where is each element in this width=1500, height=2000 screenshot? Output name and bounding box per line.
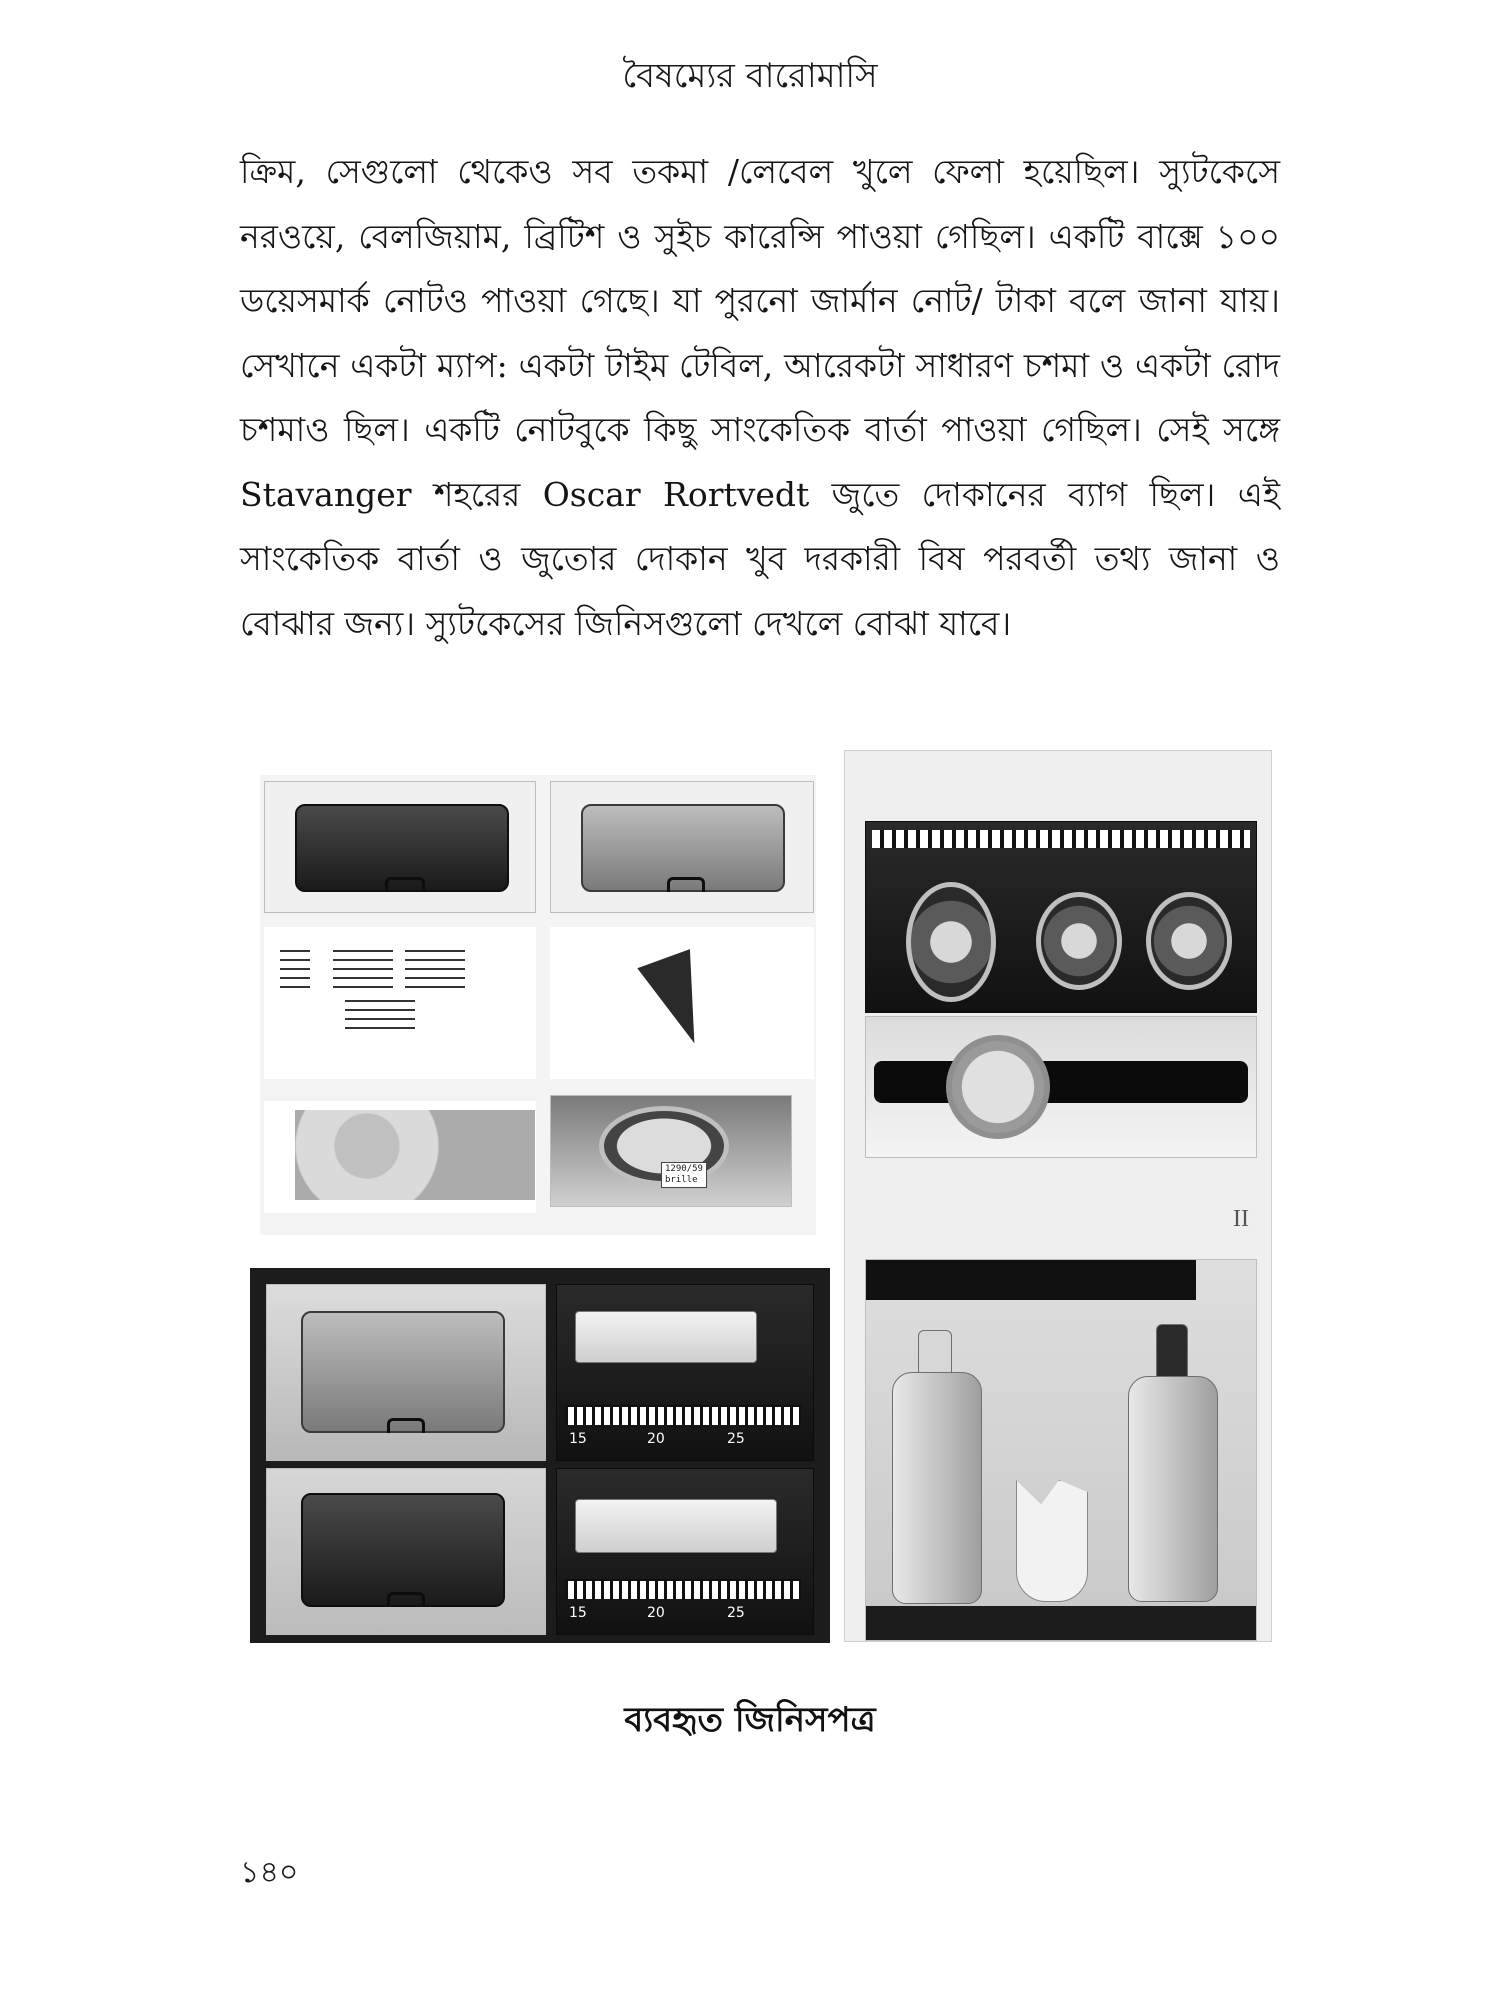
- tag-line-2: brille: [665, 1175, 698, 1185]
- photo-umbrella: [550, 927, 814, 1079]
- photo-rings: [865, 821, 1257, 1013]
- cloth-object: [295, 1110, 535, 1200]
- photo-spectacles: [550, 1095, 792, 1207]
- photo-suitcase-closed: [266, 1468, 546, 1635]
- figure-caption: ব্যবহৃত জিনিসপত্র: [624, 1700, 876, 1740]
- note-lines-bottom: [345, 1000, 415, 1030]
- ruler-number-25-lower: 25: [727, 1605, 745, 1621]
- metal-suitcase: [581, 804, 785, 892]
- broken-glass-shard: [1016, 1480, 1088, 1602]
- photo-bottles: [865, 1259, 1257, 1641]
- evidence-photo-collage: [250, 750, 1270, 1650]
- ruler-number-20-lower: 20: [647, 1605, 665, 1621]
- coded-notes: [275, 938, 525, 1068]
- watch-strap: [874, 1061, 1248, 1103]
- photo-tube-upper: [556, 1284, 814, 1461]
- running-head: বৈষম্যের বারোমাসি: [622, 56, 878, 96]
- suitcase-metal-front: [301, 1311, 505, 1433]
- suitcase-handle: [387, 1592, 425, 1607]
- bottle-2: [1128, 1376, 1218, 1602]
- suitcase-handle: [387, 1418, 425, 1433]
- suitcase-dark-front: [301, 1493, 505, 1607]
- ring-object-1: [906, 882, 996, 1002]
- photo-panel-right: [844, 750, 1272, 1642]
- ring-object-2: [1036, 892, 1122, 990]
- ruler-number-15-upper: 15: [569, 1431, 587, 1447]
- watch-face: [946, 1035, 1050, 1139]
- note-lines-left: [280, 950, 310, 990]
- measuring-ruler-upper: [565, 1405, 801, 1425]
- photo-notebook-page: [264, 927, 536, 1079]
- photo-metal-suitcase: [550, 781, 814, 913]
- photo-tube-lower: [556, 1468, 814, 1635]
- ruler-number-20-upper: 20: [647, 1431, 665, 1447]
- photo-watch: [865, 1016, 1257, 1158]
- ring-object-3: [1146, 892, 1232, 990]
- ruler-number-15-lower: 15: [569, 1605, 587, 1621]
- umbrella-object: [637, 949, 720, 1053]
- photo-suitcase-open: [266, 1284, 546, 1461]
- ruler-number-25-upper: 25: [727, 1431, 745, 1447]
- measuring-ruler-lower: [565, 1579, 801, 1599]
- bottle-1: [892, 1372, 982, 1604]
- cream-tube-lower: [575, 1499, 777, 1553]
- page-number: ১৪০: [240, 1855, 299, 1890]
- photo-panel-bottom-left: [250, 1268, 830, 1643]
- panel-marker: II: [1233, 1206, 1249, 1232]
- bottle-shelf: [866, 1606, 1256, 1640]
- note-lines-middle: [333, 950, 393, 990]
- evidence-tag: [661, 1162, 707, 1188]
- body-paragraph: ক্রিম, সেগুলো থেকেও সব তকমা /লেবেল খুলে ফেলা হয়েছিল। স্যুটকেসে নরওয়ে, বেলজিয়াম, ব্রিটিশ ও সুইচ কারেন্সি পাওয়া গেছিল। একটি বাক্সে ১০০ ডয়েসমার্ক নোটও পাওয়া গেছে। যা পুরনো জার্মান নোট/ টাকা বলে জানা যায়। সেখানে একটা ম্যাপ: একটা টাইম টেবিল, আরেকটা সাধারণ চশমা ও একটা রোদ চশমাও ছিল। একটি নোটবুকে কিছু সাংকেতিক বার্তা পাওয়া গেছিল। সেই সঙ্গে Stavanger শহরের Oscar Rortvedt জুতে দোকানের ব্যাগ ছিল। এই সাংকেতিক বার্তা ও জুতোর দোকান খুব দরকারী বিষ পরবর্তী তথ্য জানা ও বোঝার জন্য। স্যুটকেসের জিনিসগুলো দেখলে বোঝা যাবে।: [240, 152, 1280, 643]
- photo-dark-suitcase: [264, 781, 536, 913]
- photo-panel-top-left: [260, 775, 816, 1235]
- suitcase-handle: [385, 877, 425, 892]
- measuring-ruler-top: [872, 830, 1250, 848]
- dark-suitcase: [295, 804, 509, 892]
- tag-line-1: 1290/59: [665, 1164, 703, 1174]
- note-lines-right: [405, 950, 465, 990]
- cream-tube-upper: [575, 1311, 757, 1363]
- backdrop-dark: [866, 1260, 1196, 1300]
- suitcase-handle: [667, 877, 705, 892]
- photo-cloth: [264, 1101, 536, 1213]
